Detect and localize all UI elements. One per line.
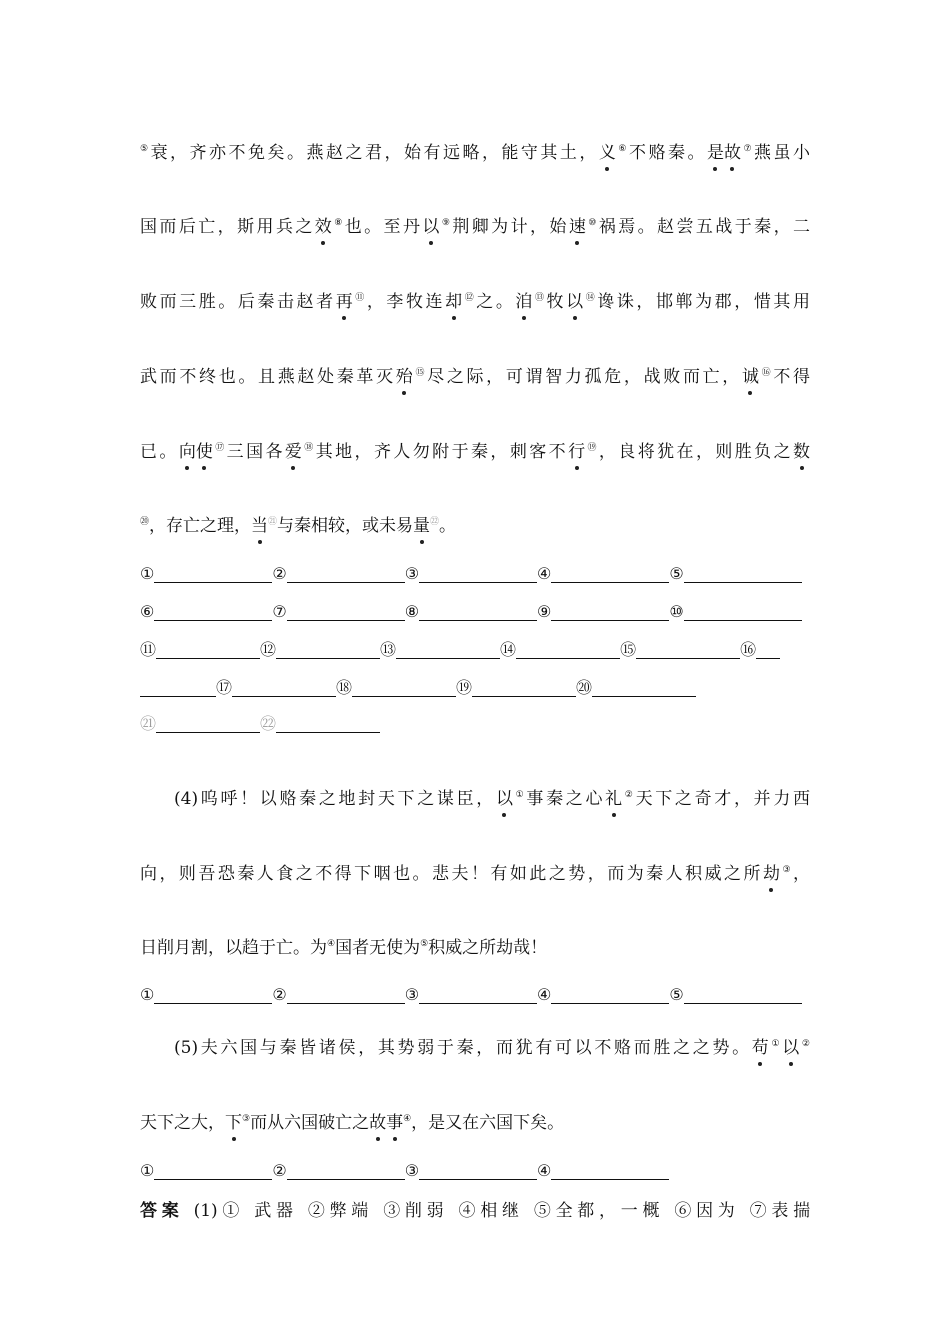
answer-blanks-row5: ㉑ ㉒ (140, 713, 380, 733)
dotted-char: 义 (599, 138, 616, 163)
answer-blanks-row2: ⑥ ⑦ ⑧ ⑨ ⑩ (140, 601, 802, 621)
blank-field[interactable] (156, 639, 260, 659)
blank-field[interactable] (551, 563, 669, 583)
blank-field[interactable] (684, 984, 802, 1004)
blank-field[interactable] (592, 677, 696, 697)
dotted-char: 事 (386, 1108, 403, 1133)
blank-field[interactable] (516, 639, 620, 659)
answer-blanks-row4: ⑰ ⑱ ⑲ ⑳ (140, 677, 696, 697)
answer-blanks-row1: ① ② ③ ④ ⑤ (140, 563, 802, 583)
passage5-line2: 天下之大，下③而从六国破亡之故事④，是又在六国下矣。 (140, 1108, 810, 1133)
dotted-char: 行 (568, 437, 585, 462)
blank-field[interactable] (551, 984, 669, 1004)
dotted-char: 当 (251, 511, 268, 536)
passage4-line1: (4)呜呼！以赂秦之地封天下之谋臣，以①事秦之心礼②天下之奇才，并力西 (174, 784, 810, 809)
blank-field[interactable] (419, 601, 537, 621)
blank-field[interactable] (636, 639, 740, 659)
dotted-char: 下 (225, 1108, 242, 1133)
blank-field[interactable] (287, 563, 405, 583)
blank-field[interactable] (352, 677, 456, 697)
dotted-char: 量 (413, 511, 430, 536)
answer-blanks-row3: ⑪ ⑫ ⑬ ⑭ ⑮ ⑯ (140, 639, 780, 659)
dotted-char: 使 (196, 437, 213, 462)
dotted-char: 向 (179, 437, 196, 462)
blank-field[interactable] (419, 1160, 537, 1180)
dotted-char: 洎 (515, 287, 532, 312)
blank-field[interactable] (154, 1160, 272, 1180)
blank-field[interactable] (154, 563, 272, 583)
blank-field[interactable] (287, 1160, 405, 1180)
blank-field[interactable] (756, 639, 780, 659)
blank-field[interactable] (276, 713, 380, 733)
blank-field[interactable] (684, 563, 802, 583)
passage3-line6: ⑳，存亡之理，当$^㉑$与秦相较，或未易量$^㉒$。 (140, 511, 810, 536)
dotted-char: 再 (336, 287, 353, 312)
dotted-char: 以 (496, 784, 513, 809)
passage3-line2: 国而后亡，斯用兵之效⑧也。至丹以⑨荆卿为计，始速⑩祸焉。赵尝五战于秦，二 (140, 212, 810, 237)
passage3-line3: 败而三胜。后秦击赵者再⑪，李牧连却⑫之。洎⑬牧以⑭谗诛，邯郸为郡，惜其用 (140, 287, 810, 312)
dotted-char: 却 (445, 287, 462, 312)
blank-field[interactable] (551, 1160, 669, 1180)
dotted-char: 诚 (742, 362, 759, 387)
dotted-char: 以 (422, 212, 439, 237)
blank-field[interactable] (419, 563, 537, 583)
dotted-char: 爱 (285, 437, 302, 462)
blank-field[interactable] (419, 984, 537, 1004)
blank-field[interactable] (287, 601, 405, 621)
blank-field[interactable] (232, 677, 336, 697)
blank-field[interactable] (154, 984, 272, 1004)
blank-field[interactable] (156, 713, 260, 733)
dotted-char: 礼 (605, 784, 622, 809)
dotted-char: 效 (315, 212, 332, 237)
blank-field[interactable] (140, 677, 216, 697)
dotted-char: 数 (793, 437, 810, 462)
answer-blanks-4: ① ② ③ ④ ⑤ (140, 984, 802, 1004)
passage3-line5: 已。向使⑰三国各爱⑱其地，齐人勿附于秦，刺客不行⑲，良将犹在，则胜负之数 (140, 437, 810, 462)
dotted-char: 速 (569, 212, 586, 237)
dotted-char: 苟 (752, 1033, 769, 1058)
dotted-char: 故 (369, 1108, 386, 1133)
dotted-char: 以 (782, 1033, 799, 1058)
dotted-char: 是 (707, 138, 724, 163)
passage4-line3: 日削月割，以趋于亡。为④国者无使为⑤积威之所劫哉！ (140, 938, 548, 958)
footnote-marker: ⑤ (140, 144, 151, 154)
blank-field[interactable] (684, 601, 802, 621)
dotted-char: 殆 (396, 362, 413, 387)
dotted-char: 劫 (763, 859, 780, 884)
dotted-char: 故 (724, 138, 741, 163)
blank-field[interactable] (154, 601, 272, 621)
blank-field[interactable] (472, 677, 576, 697)
blank-field[interactable] (287, 984, 405, 1004)
blank-field[interactable] (396, 639, 500, 659)
answer-line: 答案 (1)① 武器 ②弊端 ③削弱 ④相继 ⑤全都，一概 ⑥因为 ⑦表揣 (140, 1201, 811, 1221)
passage4-line2: 向，则吾恐秦人食之不得下咽也。悲夫！有如此之势，而为秦人积威之所劫③， (140, 859, 810, 884)
passage3-line1: ⑤衰，齐亦不免矣。燕赵之君，始有远略，能守其土，义⑥不赂秦。是故⑦燕虽小 (140, 138, 810, 163)
passage3-line4: 武而不终也。且燕赵处秦革灭殆⑮尽之际，可谓智力孤危，战败而亡，诚⑯不得 (140, 362, 810, 387)
passage5-line1: (5)夫六国与秦皆诸侯，其势弱于秦，而犹有可以不赂而胜之之势。苟①以② (174, 1033, 810, 1058)
blank-field[interactable] (276, 639, 380, 659)
answer-label: 答案 (140, 1201, 184, 1221)
dotted-char: 以 (566, 287, 583, 312)
answer-blanks-5: ① ② ③ ④ (140, 1160, 669, 1180)
blank-field[interactable] (551, 601, 669, 621)
